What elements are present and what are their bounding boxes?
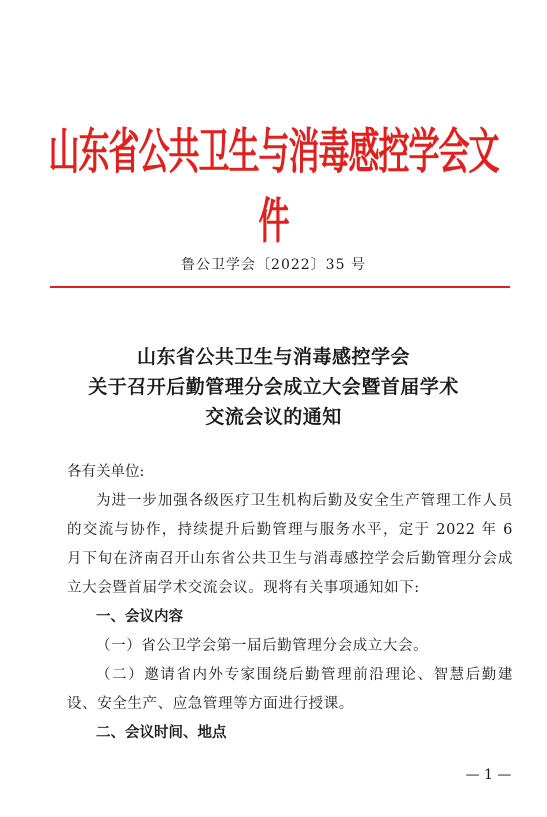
salutation: 各有关单位: [67, 464, 145, 480]
document-masthead: 山东省公共卫生与消毒感控学会文件 [48, 124, 499, 250]
section-1-item-2: （二）邀请省内外专家围绕后勤管理前沿理论、智慧后勤建设、安全生产、应急管理等方面进行授课。 [67, 667, 513, 712]
title-line-2: 关于召开后勤管理分会成立大会暨首届学术 [88, 376, 459, 398]
document-body [67, 458, 513, 748]
intro-paragraph: 为进一步加强各级医疗卫生机构后勤及安全生产管理工作人员的交流与协作，持续提升后勤管理与服务水平，定于 2022 年 6 月下旬在济南召开山东省公共卫生与消毒感控学会后勤管理分会成立大会暨首届学术交流会议。现将有关事项通知如下: [67, 493, 513, 596]
document-number: 鲁公卫学会〔2022〕35 号 [181, 257, 366, 273]
section-heading-1: 一、会议内容 [96, 609, 183, 625]
red-divider-line [50, 286, 510, 288]
section-heading-2: 二、会议时间、地点 [96, 725, 227, 741]
title-line-1: 山东省公共卫生与消毒感控学会 [136, 346, 410, 368]
section-1-item-1: （一）省公卫学会第一届后勤管理分会成立大会。 [96, 638, 429, 654]
title-line-3: 交流会议的通知 [205, 406, 342, 428]
page-number: — 1 — [465, 767, 512, 783]
document-title [0, 342, 547, 432]
